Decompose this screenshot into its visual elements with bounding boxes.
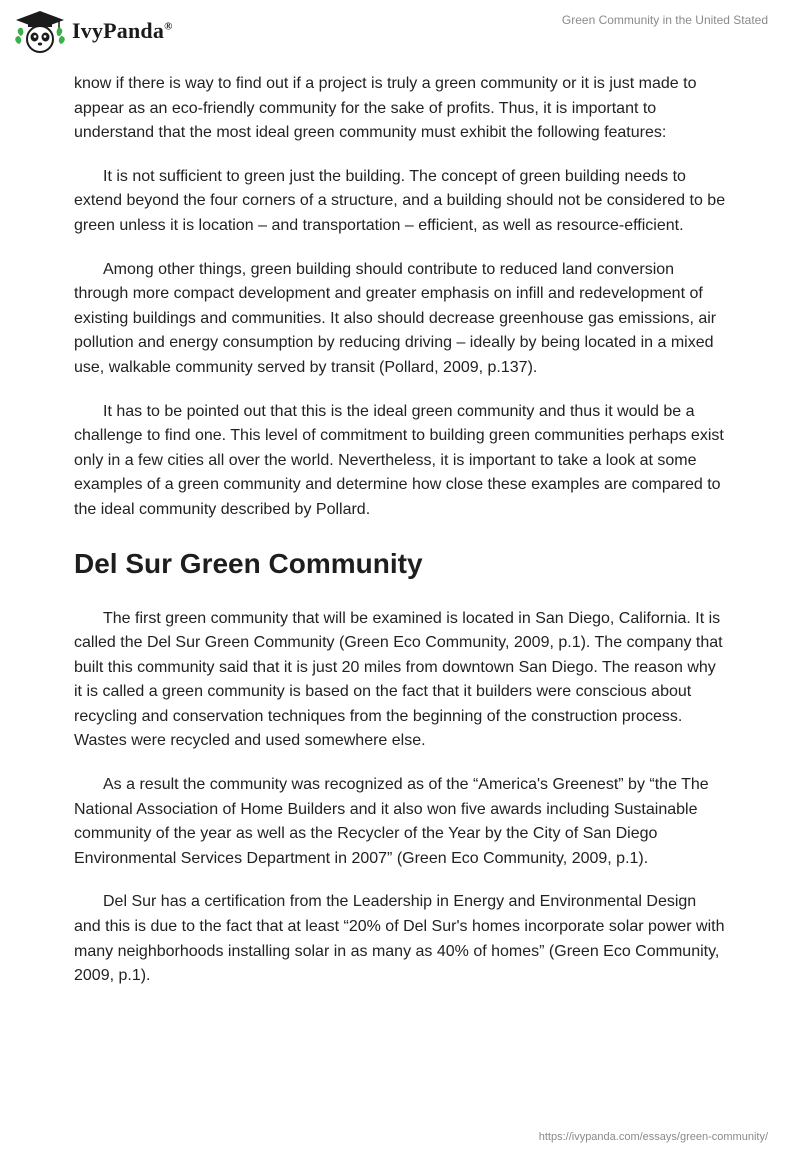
essay-body	[74, 72, 726, 1008]
paragraph: As a result the community was recognized as of the “America's Greenest” by “the The National Association of Home Builders and it also won five awards including Sustainable community of the year as well as the Recycler of the Year by the City of San Diego Environmental Services Department in 2007” (Green Eco Community, 2009, p.1).	[74, 776, 709, 867]
brand-name: IvyPanda®	[72, 18, 173, 43]
source-url[interactable]: https://ivypanda.com/essays/green-community/	[538, 1131, 768, 1143]
ivypanda-logo[interactable]	[14, 8, 173, 54]
panda-graduate-icon	[14, 9, 66, 53]
paragraph: It is not sufficient to green just the building. The concept of green building needs to extend beyond the four corners of a structure, and a building should not be considered to be green unless it is location – and transportation – efficient, as well as resource-efficient.	[74, 167, 726, 234]
paragraph: The first green community that will be examined is located in San Diego, California. It is called the Del Sur Green Community (Green Eco Community, 2009, p.1). The company that built this community said that it is just 20 miles from downtown San Diego. The reason why it is called a green community is based on the fact that it builders were conscious about recycling and conservation techniques from the beginning of the construction process. Wastes were recycled and used somewhere else.	[74, 609, 723, 750]
paragraph: Among other things, green building should contribute to reduced land conversion through more compact development and greater emphasis on infill and redevelopment of existing buildings and communities. It also should decrease greenhouse gas emissions, air pollution and energy consumption by reducing driving – ideally by being located in a mixed use, walkable community served by transit (Pollard, 2009, p.137).	[74, 260, 717, 376]
paragraph: know if there is way to find out if a project is truly a green community or it is just made to appear as an eco-friendly community for the sake of profits. Thus, it is important to understand that the most ideal green community must exhibit the following features:	[74, 75, 697, 142]
paragraph: It has to be pointed out that this is the ideal green community and thus it would be a challenge to find one. This level of commitment to building green communities perhaps exist only in a few cities all over the world. Nevertheless, it is important to take a look at some examples of a green community and determine how close these examples are compared to the ideal community described by Pollard.	[74, 402, 724, 518]
paragraph: Del Sur has a certification from the Leadership in Energy and Environmental Design and this is due to the fact that at least “20% of Del Sur's homes incorporate solar power with many neighborhoods installing solar in as many as 40% of homes” (Green Eco Community, 2009, p.1).	[74, 893, 725, 985]
page-header	[0, 0, 800, 60]
section-heading: Del Sur Green Community	[74, 547, 423, 579]
document-title: Green Community in the United Stated	[561, 13, 768, 27]
